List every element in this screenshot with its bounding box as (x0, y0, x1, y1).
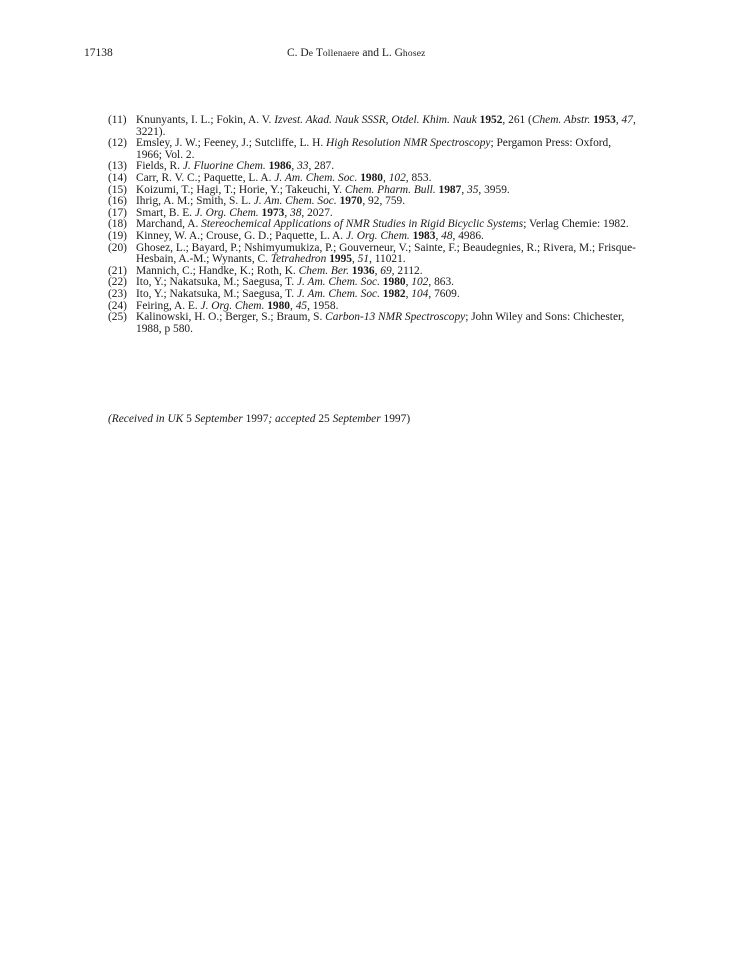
reference-segment: , 4986. (452, 229, 484, 242)
reference-number: (15) (108, 183, 127, 196)
reference-segment: Mannich, C.; Handke, K.; Roth, K. (136, 264, 299, 277)
reference-segment: , 2027. (301, 206, 333, 219)
received-close: ) (406, 413, 411, 425)
reference-segment: , (615, 114, 622, 126)
reference-italic-segment: J. Am. Chem. Soc. (296, 276, 380, 289)
reference-bold-segment: 1970 (339, 195, 363, 208)
reference-bold-segment: 1995 (329, 253, 352, 266)
received-part3: ; accepted (268, 413, 319, 425)
reference-bold-segment: 1982 (382, 287, 406, 300)
reference-bold-segment: 1986 (268, 160, 292, 173)
reference-italic-segment: 104 (411, 287, 429, 300)
reference-number: (18) (108, 218, 127, 231)
reference-italic-segment: Chem. Abstr. (531, 114, 591, 126)
reference-bold-segment: 1987 (438, 183, 462, 196)
author1-surname-e: e (308, 49, 314, 59)
reference-segment: , 2112. (391, 264, 423, 277)
reference-italic-segment: J. Am. Chem. Soc. (296, 287, 380, 300)
reference-number: (12) (108, 137, 127, 150)
reference-segment: Kalinowski, H. O.; Berger, S.; Braum, S. (136, 311, 326, 324)
reference-italic-segment: J. Org. Chem. (345, 229, 410, 242)
reference-italic-segment: 102 (388, 171, 406, 184)
reference-number: (24) (108, 299, 127, 312)
reference-segment: , (374, 264, 381, 277)
reference-segment: , 3959. (478, 183, 510, 196)
reference-number: (14) (108, 171, 127, 184)
reference-segment: Ghosez, L.; Bayard, P.; Nshimyumukiza, P.; Gouverneur, V.; Sainte, F.; Beaudegnies, R.; Rivera, M.; Frisque-Hesbain, A.-M.; Wynants, C. (136, 241, 636, 266)
reference-segment: Koizumi, T.; Hagi, T.; Horie, Y.; Takeuchi, Y. (136, 183, 345, 196)
reference-item (108, 243, 636, 266)
received-part1: (Received in UK (108, 413, 187, 425)
reference-italic-segment: 48 (441, 229, 453, 242)
received-year1: 1997 (245, 413, 269, 425)
reference-italic-segment: 38 (290, 206, 302, 219)
reference-segment: , 92, 759. (362, 195, 406, 208)
reference-segment: Feiring, A. E. (136, 299, 201, 312)
reference-italic-segment: Stereochemical Applications of NMR Studies in Rigid Bicyclic Systems (201, 218, 524, 231)
reference-number: (21) (108, 264, 127, 277)
reference-number: (11) (108, 114, 127, 126)
reference-text (136, 138, 636, 161)
reference-item (108, 115, 636, 138)
reference-segment: Carr, R. V. C.; Paquette, L. A. (136, 171, 275, 184)
reference-segment: , (382, 171, 389, 184)
reference-segment: , 853. (405, 171, 432, 184)
author1-surname-rest: ollenaere (322, 49, 360, 59)
reference-number: (19) (108, 229, 127, 242)
reference-segment: Ito, Y.; Nakatsuka, M.; Saegusa, T. (136, 287, 297, 300)
reference-segment: Smart, B. E. (136, 206, 195, 219)
reference-item (108, 312, 636, 335)
reference-segment: , (284, 206, 291, 219)
reference-list (108, 115, 636, 335)
reference-italic-segment: 35 (467, 183, 479, 196)
reference-number: (13) (108, 160, 127, 173)
reference-segment: Ihrig, A. M.; Smith, S. L. (136, 195, 254, 208)
reference-italic-segment: J. Am. Chem. Soc. (274, 171, 358, 184)
reference-segment: , (435, 229, 442, 242)
running-header (0, 47, 731, 65)
reference-italic-segment: 45 (295, 299, 308, 312)
reference-italic-segment: Chem. Ber. (298, 264, 349, 277)
author1-initial: C. (287, 47, 301, 59)
received-date1: 5 (186, 413, 192, 425)
reference-segment: Fields, R. (136, 160, 183, 173)
reference-segment: Emsley, J. W.; Feeney, J.; Sutcliffe, L. H. (136, 137, 327, 150)
running-head-authors (287, 47, 426, 59)
reference-segment: , (290, 299, 296, 312)
reference-bold-segment: 1952 (479, 114, 503, 126)
reference-number: (23) (108, 287, 127, 300)
received-part2: September (191, 413, 246, 425)
reference-segment: ; Verlag Chemie: 1982. (523, 218, 629, 231)
received-date2: 25 (318, 413, 330, 425)
author-conjunction: and L. (359, 47, 395, 59)
reference-segment: Marchand, A. (136, 218, 202, 231)
reference-bold-segment: 1980 (267, 299, 290, 312)
reference-italic-segment: J. Org. Chem. (194, 206, 259, 219)
reference-segment: , (405, 287, 412, 300)
reference-text (136, 115, 636, 138)
reference-bold-segment: 1973 (261, 206, 285, 219)
reference-item (108, 138, 636, 161)
reference-segment: , 287. (308, 160, 335, 173)
reference-number: (25) (108, 311, 127, 324)
reference-italic-segment: High Resolution NMR Spectroscopy (326, 137, 491, 150)
received-note (108, 413, 410, 425)
reference-text (136, 312, 636, 335)
reference-segment: , 1958. (307, 299, 339, 312)
reference-bold-segment: 1980 (382, 276, 406, 289)
reference-italic-segment: 47 (621, 114, 633, 126)
reference-italic-segment: 51 (357, 253, 370, 266)
reference-bold-segment: 1953 (593, 114, 616, 126)
reference-bold-segment: 1980 (360, 171, 383, 184)
page-number: 17138 (84, 47, 113, 59)
author1-surname-d: D (300, 47, 309, 59)
reference-italic-segment: 69 (380, 264, 392, 277)
reference-segment: , 7609. (428, 287, 460, 300)
reference-segment: , 261 ( (502, 114, 532, 126)
reference-italic-segment: J. Am. Chem. Soc. (253, 195, 337, 208)
reference-segment: ; Pergamon Press: Oxford, 1966; Vol. 2. (136, 137, 612, 161)
reference-segment: , (461, 183, 468, 196)
author2-surname-rest: hosez (402, 49, 426, 59)
reference-italic-segment: J. Org. Chem. (200, 299, 265, 312)
reference-segment: , 11021. (369, 253, 406, 266)
reference-segment: ; John Wiley and Sons: Chichester, 1988, p 580. (136, 311, 625, 335)
author2-surname-g: G (394, 47, 403, 59)
reference-number: (16) (108, 195, 127, 208)
reference-italic-segment: 102 (411, 276, 429, 289)
reference-segment: , 863. (428, 276, 455, 289)
reference-number: (17) (108, 206, 127, 219)
reference-text (136, 243, 636, 266)
reference-italic-segment: 33 (297, 160, 309, 173)
reference-segment: , (351, 253, 358, 266)
reference-italic-segment: Tetrahedron (270, 253, 327, 266)
reference-bold-segment: 1936 (351, 264, 375, 277)
reference-italic-segment: Carbon-13 NMR Spectroscopy (325, 311, 466, 324)
reference-number: (20) (108, 241, 127, 254)
reference-number: (22) (108, 276, 127, 289)
author1-surname-t: T (313, 47, 323, 59)
reference-segment: , (291, 160, 298, 173)
reference-italic-segment: J. Fluorine Chem. (182, 160, 266, 173)
reference-segment: , 3221). (136, 114, 636, 138)
reference-segment: , (405, 276, 412, 289)
reference-italic-segment: Chem. Pharm. Bull. (344, 183, 436, 196)
reference-segment: Ito, Y.; Nakatsuka, M.; Saegusa, T. (136, 276, 297, 289)
reference-bold-segment: 1983 (412, 229, 436, 242)
reference-segment: Knunyants, I. L.; Fokin, A. V. (136, 114, 275, 126)
reference-segment: Kinney, W. A.; Crouse, G. D.; Paquette, L. A. (136, 229, 346, 242)
received-year2: 1997 (383, 413, 407, 425)
reference-italic-segment: Izvest. Akad. Nauk SSSR, Otdel. Khim. Nauk (274, 114, 477, 126)
received-part4: September (329, 413, 384, 425)
